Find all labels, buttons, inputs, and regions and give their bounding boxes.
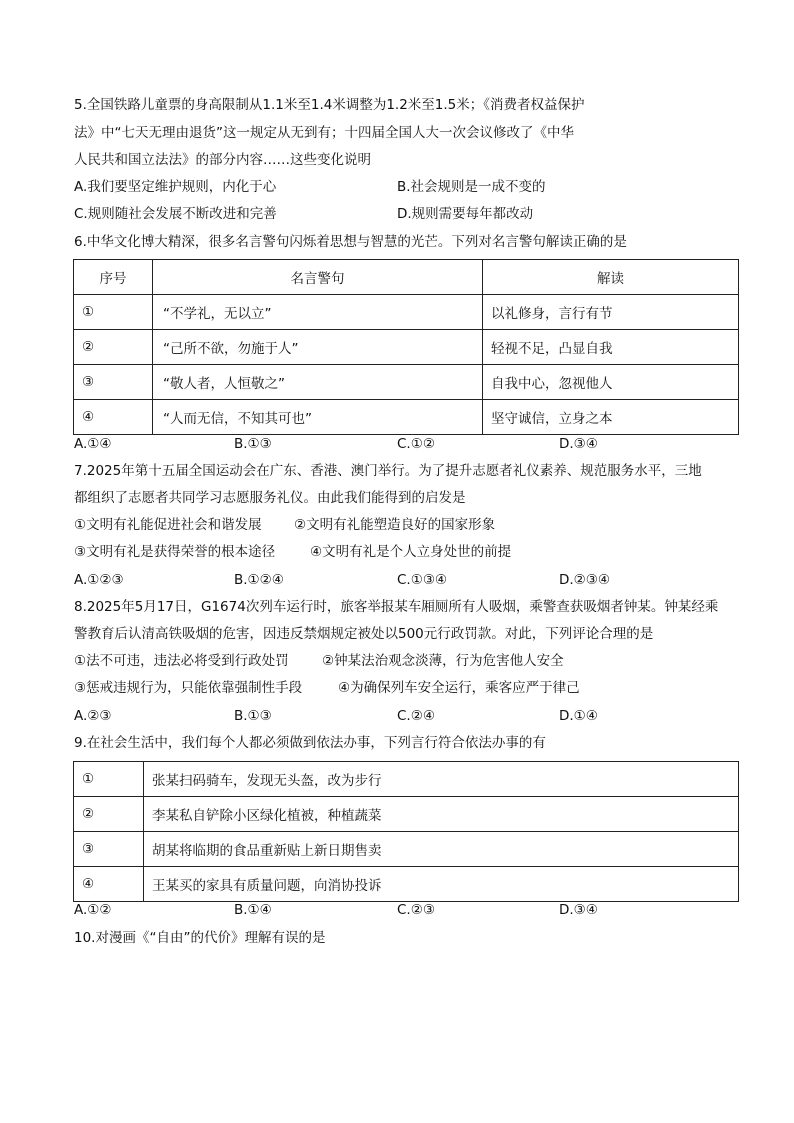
table-row [74, 867, 739, 902]
q8-stem-line-1: 8.2025年5月17日，G1674次列车运行时，旅客举报某车厢厕所有人吸烟，乘警查获吸烟者钟某。钟某经乘 [74, 599, 719, 615]
q9-option-d: D.③④ [559, 902, 598, 918]
q5-stem-line-1: 5.全国铁路儿童票的身高限制从1.1米至1.4米调整为1.2米至1.5米；《消费者权益保护 [74, 97, 585, 113]
table-cell: 王某买的家具有质量问题，向消协投诉 [144, 867, 739, 902]
q8-stem-line-2: 警教育后认清高铁吸烟的危害，因违反禁烟规定被处以500元行政罚款。对此，下列评论合理的是 [74, 626, 654, 642]
q7-option-c: C.①③④ [397, 572, 448, 588]
q9-table [73, 761, 739, 902]
table-header-cell: 序号 [74, 260, 153, 295]
q8-item-4: ④为确保列车安全运行，乘客应严于律己 [338, 680, 580, 696]
table-cell: ③ [74, 832, 144, 867]
q5-option-c: C.规则随社会发展不断改进和完善 [74, 206, 277, 222]
table-cell: 轻视不足，凸显自我 [483, 330, 739, 365]
q8-item-2: ②钟某法治观念淡薄，行为危害他人安全 [322, 653, 564, 669]
q8-item-3: ③惩戒违规行为，只能依靠强制性手段 [74, 680, 303, 696]
q6-option-b: B.①③ [234, 436, 272, 452]
q8-option-b: B.①③ [234, 708, 272, 724]
q9-option-b: B.①④ [234, 902, 272, 918]
table-cell: ① [74, 295, 153, 330]
q6-stem: 6.中华文化博大精深，很多名言警句闪烁着思想与智慧的光芒。下列对名言警句解读正确的是 [74, 234, 627, 250]
table-cell: ③ [74, 365, 153, 400]
table-header-row [74, 260, 739, 295]
q6-option-c: C.①② [397, 436, 435, 452]
table-cell: ④ [74, 400, 153, 435]
q7-item-2: ②文明有礼能塑造良好的国家形象 [294, 517, 496, 533]
q7-option-d: D.②③④ [559, 572, 610, 588]
q7-option-b: B.①②④ [234, 572, 284, 588]
table-cell: 以礼修身，言行有节 [483, 295, 739, 330]
q7-option-a: A.①②③ [74, 572, 124, 588]
table-row [74, 295, 739, 330]
q5-option-b: B.社会规则是一成不变的 [397, 179, 546, 195]
q6-table [73, 259, 739, 435]
table-cell: 胡某将临期的食品重新贴上新日期售卖 [144, 832, 739, 867]
q10-stem: 10.对漫画《“自由”的代价》理解有误的是 [74, 930, 326, 946]
table-header-cell: 解读 [483, 260, 739, 295]
table-cell: 自我中心，忽视他人 [483, 365, 739, 400]
q7-item-4: ④文明有礼是个人立身处世的前提 [310, 544, 512, 560]
table-row [74, 832, 739, 867]
table-cell: “人而无信，不知其可也” [153, 400, 483, 435]
q9-option-c: C.②③ [397, 902, 435, 918]
q7-stem-line-2: 都组织了志愿者共同学习志愿服务礼仪。由此我们能得到的启发是 [74, 490, 466, 506]
table-row [74, 762, 739, 797]
table-cell: ② [74, 330, 153, 365]
q9-stem: 9.在社会生活中，我们每个人都必须做到依法办事，下列言行符合依法办事的有 [74, 735, 546, 751]
table-header-cell: 名言警句 [153, 260, 483, 295]
table-cell: ① [74, 762, 144, 797]
table-cell: ④ [74, 867, 144, 902]
q8-option-d: D.①④ [559, 708, 598, 724]
table-row [74, 400, 739, 435]
q5-stem-line-3: 人民共和国立法法》的部分内容……这些变化说明 [74, 152, 371, 168]
table-row [74, 330, 739, 365]
table-cell: “己所不欲，勿施于人” [153, 330, 483, 365]
q8-option-a: A.②③ [74, 708, 112, 724]
table-cell: 李某私自铲除小区绿化植被，种植蔬菜 [144, 797, 739, 832]
q5-option-a: A.我们要坚定维护规则，内化于心 [74, 179, 277, 195]
table-row [74, 365, 739, 400]
q8-option-c: C.②④ [397, 708, 435, 724]
q7-item-1: ①文明有礼能促进社会和谐发展 [74, 517, 262, 533]
q5-stem-line-2: 法》中“七天无理由退货”这一规定从无到有；十四届全国人大一次会议修改了《中华 [74, 125, 574, 141]
table-cell: “不学礼，无以立” [153, 295, 483, 330]
q8-item-1: ①法不可违，违法必将受到行政处罚 [74, 653, 289, 669]
table-cell: “敬人者，人恒敬之” [153, 365, 483, 400]
q7-stem-line-1: 7.2025年第十五届全国运动会在广东、香港、澳门举行。为了提升志愿者礼仪素养、规范服务水平，三地 [74, 463, 702, 479]
table-cell: 坚守诚信，立身之本 [483, 400, 739, 435]
table-cell: ② [74, 797, 144, 832]
table-row [74, 797, 739, 832]
q6-option-a: A.①④ [74, 436, 112, 452]
q9-option-a: A.①② [74, 902, 112, 918]
q6-option-d: D.③④ [559, 436, 598, 452]
q5-option-d: D.规则需要每年都改动 [397, 206, 534, 222]
table-cell: 张某扫码骑车，发现无头盔，改为步行 [144, 762, 739, 797]
q7-item-3: ③文明有礼是获得荣誉的根本途径 [74, 544, 276, 560]
